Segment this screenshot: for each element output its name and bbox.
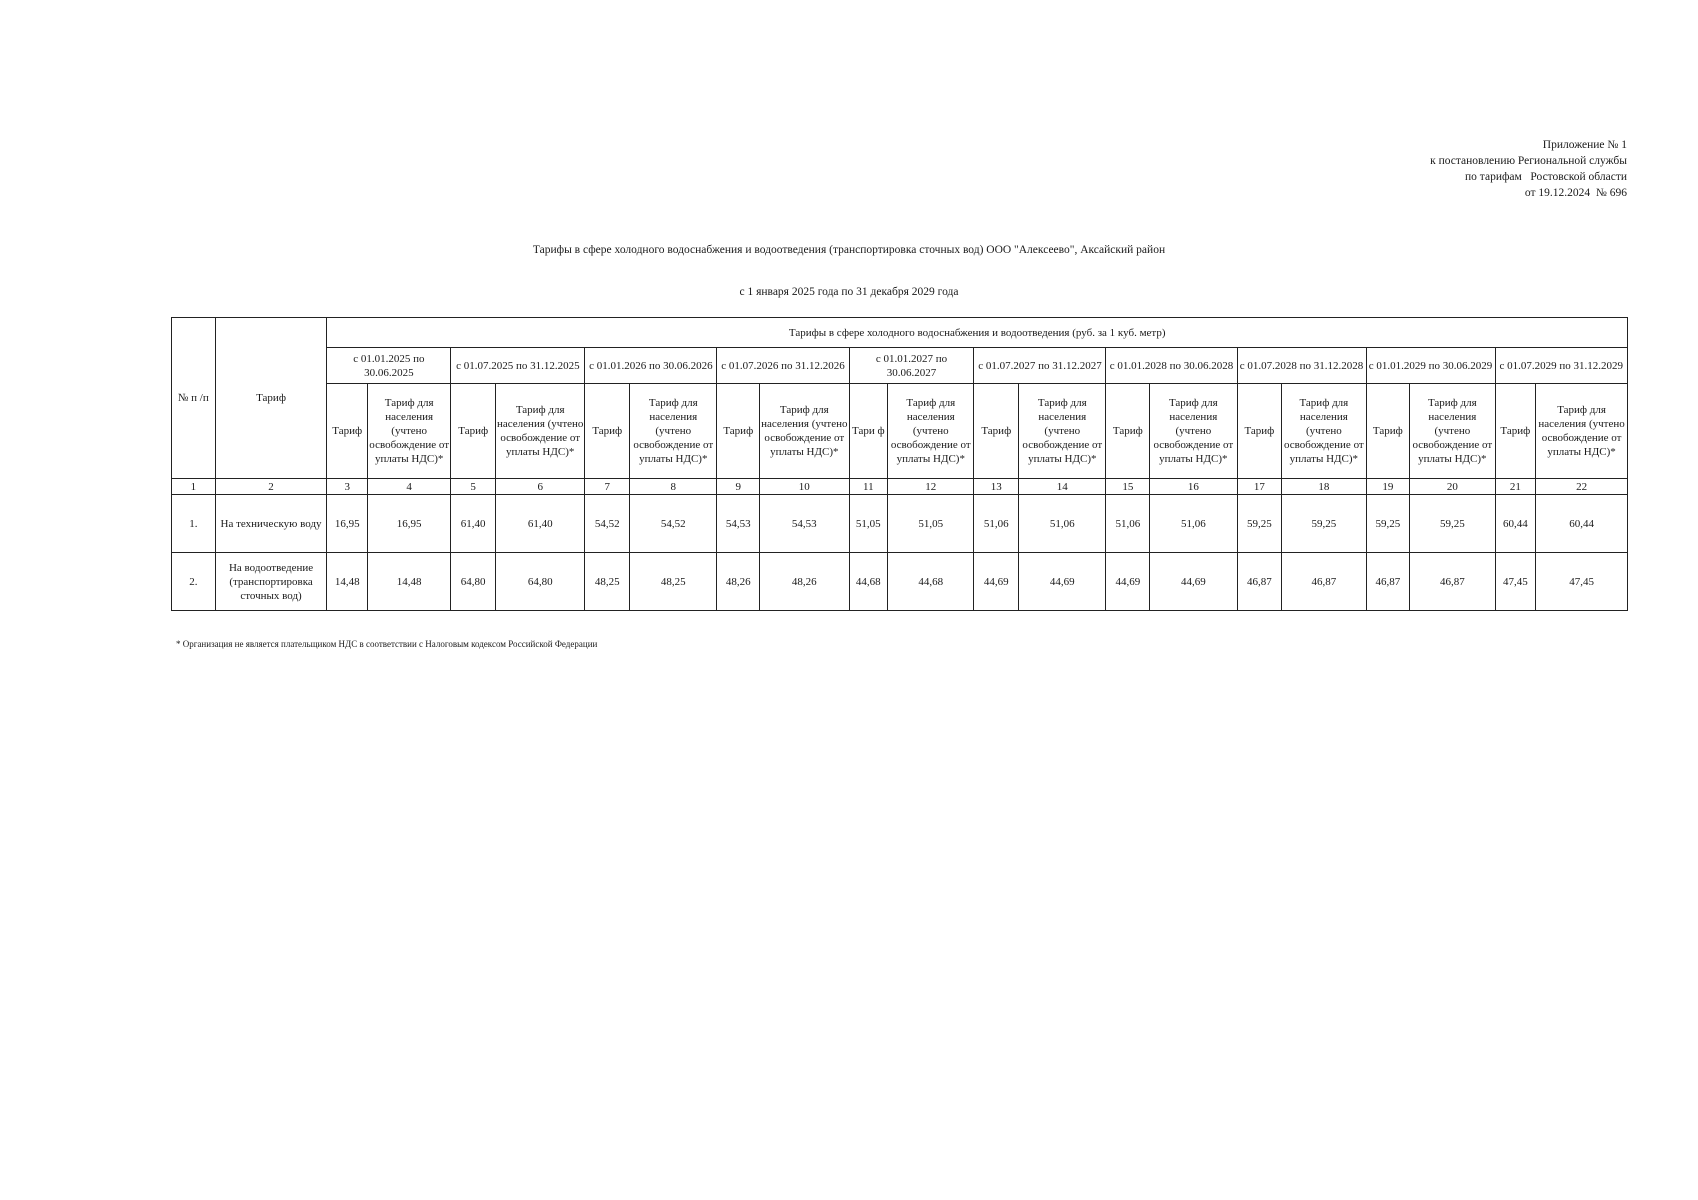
column-number: 4 (368, 479, 451, 495)
subheader-population-tariff: Тариф для населения (учтено освобождение от уплаты НДС)* (1019, 384, 1106, 479)
subheader-population-tariff: Тариф для населения (учтено освобождение от уплаты НДС)* (1410, 384, 1495, 479)
period-header: с 01.01.2027 по 30.06.2027 (849, 348, 974, 384)
tariff-value: 64,80 (451, 553, 496, 611)
tariff-value: 44,68 (888, 553, 974, 611)
subheader-tariff: Тариф (717, 384, 760, 479)
tariff-value: 16,95 (327, 495, 368, 553)
tariff-value: 47,45 (1536, 553, 1628, 611)
tariff-value: 59,25 (1366, 495, 1410, 553)
tariff-value: 51,06 (1019, 495, 1106, 553)
tariff-value: 59,25 (1237, 495, 1282, 553)
document-title: Тарифы в сфере холодного водоснабжения и водоотведения (транспортировка сточных вод) ООО "Алексеево", Аксайский район (532, 244, 1166, 256)
column-number: 15 (1106, 479, 1150, 495)
tariff-value: 46,87 (1237, 553, 1282, 611)
column-number: 12 (888, 479, 974, 495)
period-header: с 01.01.2028 по 30.06.2028 (1106, 348, 1237, 384)
tariff-value: 48,26 (760, 553, 849, 611)
footnote: * Организация не является плательщиком НДС в соответствии с Налоговым кодексом Российской Федерации (176, 639, 598, 649)
column-number: 14 (1019, 479, 1106, 495)
subheader-population-tariff: Тариф для населения (учтено освобождение от уплаты НДС)* (888, 384, 974, 479)
tariff-table (171, 317, 1628, 611)
period-header: с 01.07.2029 по 31.12.2029 (1495, 348, 1627, 384)
tariff-value: 46,87 (1366, 553, 1410, 611)
tariff-value: 48,25 (585, 553, 630, 611)
column-number: 1 (172, 479, 216, 495)
appendix-line: от 19.12.2024 № 696 (1524, 187, 1627, 199)
column-number: 5 (451, 479, 496, 495)
tariff-value: 51,06 (974, 495, 1019, 553)
period-header: с 01.01.2029 по 30.06.2029 (1366, 348, 1495, 384)
appendix-line: к постановлению Региональной службы (1430, 155, 1627, 167)
tariff-value: 44,69 (974, 553, 1019, 611)
column-number: 22 (1536, 479, 1628, 495)
subheader-tariff: Тари ф (849, 384, 888, 479)
tariff-value: 54,53 (760, 495, 849, 553)
subheader-tariff: Тариф (451, 384, 496, 479)
table-row (172, 495, 1628, 553)
row-number: 1. (172, 495, 216, 553)
subheader-population-tariff: Тариф для населения (учтено освобождение от уплаты НДС)* (630, 384, 717, 479)
column-number: 16 (1150, 479, 1237, 495)
tariff-value: 16,95 (368, 495, 451, 553)
tariff-value: 48,26 (717, 553, 760, 611)
subheader-population-tariff: Тариф для населения (учтено освобождение от уплаты НДС)* (1282, 384, 1366, 479)
subheader-tariff: Тариф (1106, 384, 1150, 479)
tariff-value: 61,40 (451, 495, 496, 553)
tariff-value: 46,87 (1410, 553, 1495, 611)
subheader-tariff: Тариф (1495, 384, 1536, 479)
column-number: 18 (1282, 479, 1366, 495)
subheader-population-tariff: Тариф для населения (учтено освобождение от уплаты НДС)* (368, 384, 451, 479)
subheader-population-tariff: Тариф для населения (учтено освобождение от уплаты НДС)* (496, 384, 585, 479)
subheader-population-tariff: Тариф для населения (учтено освобождение от уплаты НДС)* (1150, 384, 1237, 479)
subheader-tariff: Тариф (327, 384, 368, 479)
tariff-value: 60,44 (1495, 495, 1536, 553)
tariff-value: 61,40 (496, 495, 585, 553)
row-name: На техническую воду (215, 495, 327, 553)
column-number: 11 (849, 479, 888, 495)
tariff-value: 64,80 (496, 553, 585, 611)
period-header: с 01.07.2027 по 31.12.2027 (974, 348, 1106, 384)
document-period: с 1 января 2025 года по 31 декабря 2029 года (739, 286, 959, 298)
column-number: 7 (585, 479, 630, 495)
column-number: 20 (1410, 479, 1495, 495)
subheader-tariff: Тариф (585, 384, 630, 479)
column-number: 13 (974, 479, 1019, 495)
column-number: 19 (1366, 479, 1410, 495)
tariff-value: 54,52 (585, 495, 630, 553)
subheader-tariff: Тариф (1366, 384, 1410, 479)
period-header: с 01.07.2026 по 31.12.2026 (717, 348, 849, 384)
tariff-value: 59,25 (1282, 495, 1366, 553)
tariff-value: 14,48 (368, 553, 451, 611)
tariff-value: 47,45 (1495, 553, 1536, 611)
column-number: 17 (1237, 479, 1282, 495)
subheader-population-tariff: Тариф для населения (учтено освобождение от уплаты НДС)* (760, 384, 849, 479)
period-header: с 01.07.2028 по 31.12.2028 (1237, 348, 1366, 384)
tariff-value: 51,06 (1106, 495, 1150, 553)
tariff-value: 46,87 (1282, 553, 1366, 611)
column-number: 10 (760, 479, 849, 495)
header-no: № п /п (172, 318, 216, 479)
tariff-value: 51,05 (849, 495, 888, 553)
tariff-value: 60,44 (1536, 495, 1628, 553)
appendix-block (1430, 137, 1627, 201)
tariff-value: 44,68 (849, 553, 888, 611)
tariff-value: 51,06 (1150, 495, 1237, 553)
tariff-value: 44,69 (1019, 553, 1106, 611)
column-number: 3 (327, 479, 368, 495)
tariff-value: 54,53 (717, 495, 760, 553)
tariff-value: 59,25 (1410, 495, 1495, 553)
header-tariff: Тариф (215, 318, 327, 479)
row-name: На водоотведение (транспортировка сточных вод) (215, 553, 327, 611)
tariff-value: 51,05 (888, 495, 974, 553)
tariff-value: 54,52 (630, 495, 717, 553)
tariff-value: 44,69 (1150, 553, 1237, 611)
row-number: 2. (172, 553, 216, 611)
period-header: с 01.07.2025 по 31.12.2025 (451, 348, 585, 384)
header-group: Тарифы в сфере холодного водоснабжения и водоотведения (руб. за 1 куб. метр) (327, 318, 1628, 348)
tariff-value: 48,25 (630, 553, 717, 611)
column-number: 8 (630, 479, 717, 495)
appendix-line: Приложение № 1 (1542, 139, 1627, 151)
tariff-value: 44,69 (1106, 553, 1150, 611)
period-header: с 01.01.2025 по 30.06.2025 (327, 348, 451, 384)
subheader-tariff: Тариф (1237, 384, 1282, 479)
column-number: 21 (1495, 479, 1536, 495)
subheader-tariff: Тариф (974, 384, 1019, 479)
subheader-population-tariff: Тариф для населения (учтено освобождение от уплаты НДС)* (1536, 384, 1628, 479)
column-number: 9 (717, 479, 760, 495)
table-row (172, 553, 1628, 611)
period-header: с 01.01.2026 по 30.06.2026 (585, 348, 717, 384)
column-number: 6 (496, 479, 585, 495)
column-number: 2 (215, 479, 327, 495)
appendix-line: по тарифам Ростовской области (1465, 171, 1627, 183)
tariff-value: 14,48 (327, 553, 368, 611)
